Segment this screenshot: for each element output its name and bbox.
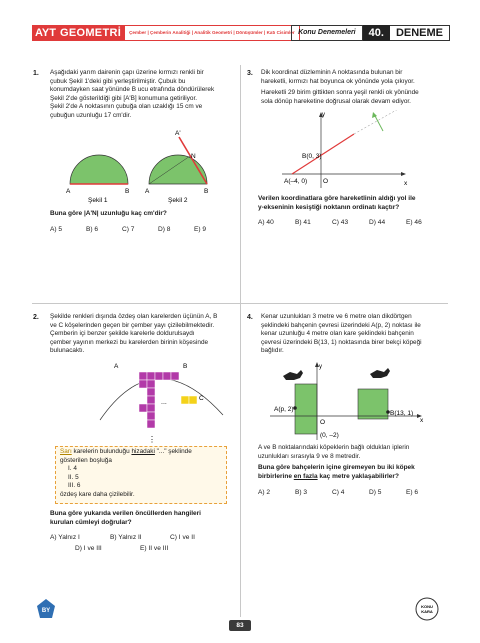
dots-vertical: ⋮ bbox=[148, 435, 156, 444]
q4-question: Buna göre bahçelerin içine giremeyen bu iki köpek birbirlerine en fazla kaç metre yaklaşabilirler? bbox=[258, 464, 415, 480]
label-b1: B bbox=[125, 188, 130, 195]
q1-option-b[interactable]: B) 6 bbox=[86, 226, 99, 233]
q3-option-e[interactable]: E) 46 bbox=[406, 219, 422, 226]
q2-option-a[interactable]: A) Yalnız I bbox=[50, 534, 80, 541]
label-a2: A bbox=[145, 188, 150, 195]
q2-figure bbox=[95, 360, 225, 448]
topics-list: Çember | Çemberin Analitiği | Analitik Geometri | Dönüşümler | Katı Cisimler bbox=[125, 25, 300, 41]
q4-text: Kenar uzunlukları 3 metre ve 6 metre olan dikdörtgen şeklindeki bahçenin çevresi üzerindeki A(p, 2) noktası ile kenar uzunluğu 4 metre olan kare şeklindeki bahçenin çevresi üzerindeki B(13, 1) noktasında birer bekçi köpeği bağlıdır. bbox=[261, 313, 422, 355]
q4-options bbox=[258, 489, 436, 496]
label-o: O bbox=[320, 419, 326, 426]
q1-option-e[interactable]: E) 9 bbox=[194, 226, 207, 233]
q3-figure bbox=[282, 110, 412, 190]
q4-option-a[interactable]: A) 2 bbox=[258, 489, 271, 496]
label-o: O bbox=[323, 178, 329, 185]
label-a: A bbox=[114, 363, 119, 370]
test-number: 40. bbox=[363, 25, 390, 41]
q3-option-a[interactable]: A) 40 bbox=[258, 219, 274, 226]
q3-question: Verilen koordinatlara göre hareketlinin aldığı yol ile y-ekseninin kesiştiği noktanın ordinatı kaçtır? bbox=[258, 195, 416, 211]
page-number: 83 bbox=[229, 620, 251, 631]
q4-after-text: A ve B noktalarındaki köpeklerin bağlı oldukları iplerin uzunlukları sırasıyla 9 ve 8 metredir. bbox=[258, 444, 410, 460]
q2-option-e[interactable]: E) II ve III bbox=[140, 545, 169, 552]
q3-option-c[interactable]: C) 43 bbox=[332, 219, 349, 226]
column-divider bbox=[240, 65, 241, 617]
q2-question: Buna göre yukarıda verilen öncüllerden hangileri kurulan cümleyi doğrular? bbox=[50, 510, 201, 526]
q1-option-c[interactable]: C) 7 bbox=[122, 226, 135, 233]
q3-text: Dik koordinat düzleminin A noktasında bulunan bir hareketli, kırmızı hat boyunca ok yönünde yola çıkıyor. Hareketli 29 birim gittikten sonra yeşil renkli ok yönünde sola dönüp hareketine doğrusal olarak devam ediyor. bbox=[261, 69, 419, 105]
note-yellow-word: Sarı bbox=[60, 448, 72, 455]
label-y: y bbox=[322, 112, 325, 118]
q2-option-d[interactable]: D) I ve III bbox=[75, 545, 102, 552]
label-b: B(13, 1) bbox=[390, 410, 414, 417]
label-x: x bbox=[404, 180, 408, 187]
q2-options-row2 bbox=[75, 545, 200, 552]
q2-text: Şekilde renkleri dışında özdeş olan karelerden üçünün A, B ve C köşelerinden geçen bir çember yayı çizilebilmektedir. Çemberin içi benzer şekilde karelerle doldurulsaydı çember yayının merkezi bu karelerden birinin köşesinde bulunacaktı. bbox=[50, 313, 218, 355]
label-a: A(–4, 0) bbox=[284, 178, 308, 185]
q1-text: Aşağıdaki yarım dairenin çapı üzerine kırmızı renkli bir çubuk Şekil 1'deki gibi yerleştirilmiştir. Çubuk bu konumdayken saat yönünde B ucu etrafında döndürülerek Şekil 2'de gösterildiği gibi [A'B] konumuna getiriliyor. Şekil 2'de A noktasının çubuğa olan uzaklığı 15 cm ve çubuğun uzunluğu 17 cm'dir. bbox=[50, 69, 215, 119]
q2-number: 2. bbox=[33, 314, 39, 321]
q2-note: Sarı karelerin bulunduğu hizadaki "..." şeklinde gösterilen boşluğa I. 4 II. 5 III. 6 özdeş kare daha çizilebilir. bbox=[60, 448, 192, 498]
q1-question: Buna göre |A'N| uzunluğu kaç cm'dir? bbox=[50, 210, 167, 217]
label-a1: A bbox=[66, 188, 71, 195]
subject-title: GEOMETRİ bbox=[59, 25, 125, 41]
q2-option-b[interactable]: B) Yalnız II bbox=[110, 534, 142, 541]
q3-number: 3. bbox=[247, 70, 253, 77]
q4-figure bbox=[270, 358, 430, 442]
subject-header bbox=[32, 25, 300, 41]
q4-option-c[interactable]: C) 4 bbox=[332, 489, 345, 496]
label-aprime: A' bbox=[175, 130, 181, 137]
yellow-squares bbox=[181, 396, 197, 404]
q1-option-a[interactable]: A) 5 bbox=[50, 226, 63, 233]
brand-badge-icon bbox=[414, 596, 440, 622]
q4-option-d[interactable]: D) 5 bbox=[369, 489, 382, 496]
dog-icon-b bbox=[370, 368, 390, 378]
dashed-extension bbox=[354, 110, 400, 134]
label-a: A(p, 2) bbox=[274, 406, 294, 413]
label-c: (0, –2) bbox=[320, 432, 339, 439]
label-sekil1: Şekil 1 bbox=[88, 197, 108, 204]
q4-option-b[interactable]: B) 3 bbox=[295, 489, 308, 496]
q3-options bbox=[258, 219, 436, 226]
q3-option-b[interactable]: B) 41 bbox=[295, 219, 311, 226]
label-sekil2: Şekil 2 bbox=[168, 197, 188, 204]
svg-text:KARA: KARA bbox=[421, 609, 433, 614]
label-n: N bbox=[191, 153, 196, 160]
rectangle-garden bbox=[295, 384, 317, 434]
q1-figure bbox=[55, 126, 230, 206]
label-b: B bbox=[183, 363, 188, 370]
dog-icon-a bbox=[283, 370, 303, 380]
q1-options bbox=[50, 226, 224, 233]
series-label: Konu Denemeleri bbox=[291, 25, 363, 41]
test-header bbox=[291, 25, 450, 41]
q3-option-d[interactable]: D) 44 bbox=[369, 219, 386, 226]
semicircle-1 bbox=[70, 155, 128, 184]
q4-number: 4. bbox=[247, 314, 253, 321]
q1-option-d[interactable]: D) 8 bbox=[158, 226, 171, 233]
dots-horizontal: ... bbox=[161, 399, 167, 406]
svg-text:BY: BY bbox=[41, 608, 51, 614]
q4-option-e[interactable]: E) 6 bbox=[406, 489, 419, 496]
square-garden bbox=[358, 389, 388, 419]
label-y: y bbox=[319, 364, 322, 370]
q2-option-c[interactable]: C) I ve II bbox=[170, 534, 195, 541]
q2-options-row1 bbox=[50, 534, 220, 541]
row-divider bbox=[32, 303, 448, 304]
label-x: x bbox=[420, 417, 424, 424]
subject-prefix: AYT bbox=[32, 25, 59, 41]
test-label: DENEME bbox=[390, 25, 450, 41]
publisher-logo-icon bbox=[36, 598, 56, 620]
label-c: C bbox=[199, 395, 204, 402]
label-b: B(0, 3) bbox=[302, 153, 322, 160]
label-b2: B bbox=[204, 188, 209, 195]
q1-number: 1. bbox=[33, 70, 39, 77]
svg-text:KONU: KONU bbox=[421, 604, 433, 609]
